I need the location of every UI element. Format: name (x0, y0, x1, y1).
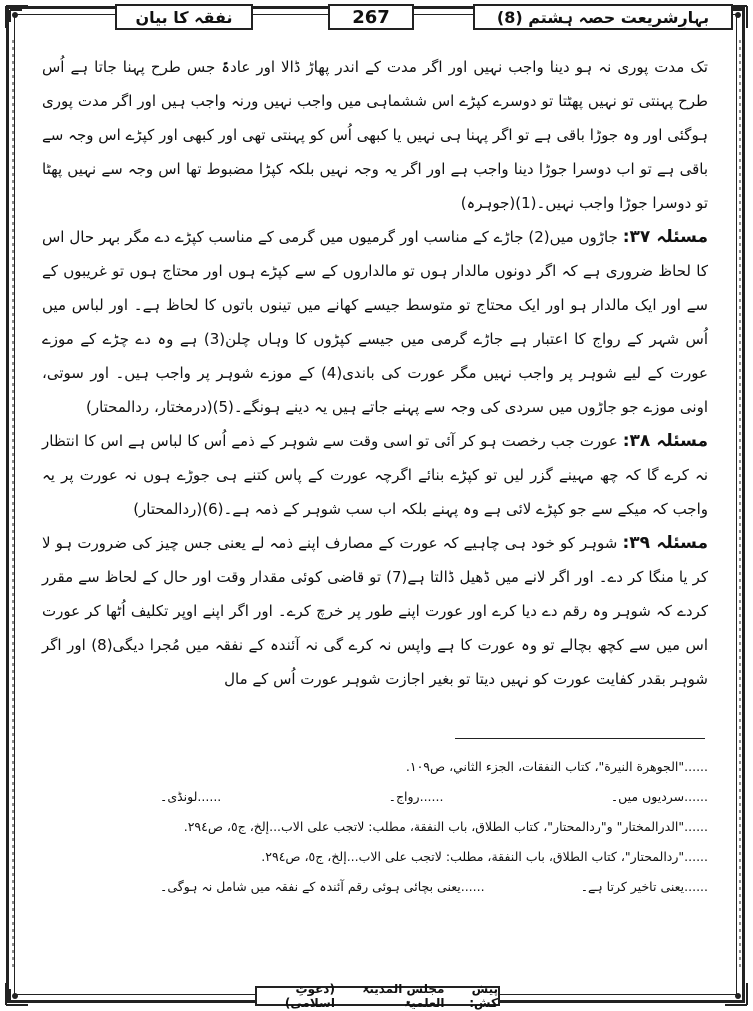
page-number: 267 (328, 4, 414, 30)
footnote: ......یعنی بچائی ہوئی رقم آئندہ کے نفقہ میں شامل نہ ہوگی۔ (160, 879, 485, 894)
paragraph-text: جاڑوں میں(2) جاڑے کے مناسب اور گرمیوں میں گرمی کے مناسب کپڑے دے مگر بہر حال اس کا لحاظ ضروری ہے کہ اگر دونوں مالدار ہوں تو مالداروں کے سے کپڑے ہوں اور محتاج ہوں تو غریبوں کے سے اور ایک مالدار ہو اور ایک محتاج تو متوسط جیسے کھانے میں تینوں باتوں کا لحاظ ہے۔ اور لباس میں اُس شہر کے رواج کا اعتبار ہے جاڑے گرمی میں جیسے کپڑوں کا وہاں چلن(3) ہے وہ دے چڑے کے موزے عورت کے لیے شوہر پر واجب نہیں مگر عورت کی باندی(4) کے موزے شوہر پر واجب ہیں۔ اور سوتی، اونی موزے جو جاڑوں میں سردی کی وجہ سے پہنے جاتے ہیں یہ دینے ہونگے۔(5)(درمختار، ردالمحتار) (42, 228, 708, 416)
footnote: ......سردیوں میں۔ (610, 789, 708, 804)
footnotes (160, 752, 708, 902)
main-text (42, 50, 708, 696)
right-border-ornament-icon (735, 40, 745, 970)
masala-heading: مسئلہ ۳۹: (622, 533, 708, 553)
book-part-label: بہارِشریعت حصہ ہشتم (8) (473, 4, 733, 30)
page-header (20, 4, 733, 32)
footer-label: پیش کش: (469, 982, 498, 1010)
footnote-row (160, 782, 708, 812)
masala-heading: مسئلہ ۳۸: (622, 431, 708, 451)
paragraph (42, 50, 708, 220)
footnote: ......لونڈی۔ (160, 789, 222, 804)
paragraph-text: شوہر کو خود ہی چاہیے کہ عورت کے مصارف اپنے ذمہ لے یعنی جس چیز کی ضرورت ہو لا کر یا منگا کر دے۔ اور اگر لانے میں ڈھیل ڈالتا ہے(7) تو قاضی کوئی مقدار وقت اور حال کے لحاظ سے مقرر کردے کہ شوہر وہ رقم دے دیا کرے اور عورت اپنے طور پر خرچ کرے۔ اور اگر اپنے اوپر تکلیف اُٹھا کر عورت اس میں سے کچھ بچالے تو وہ عورت کا ہے واپس نہ کرے گی نہ آئندہ کے نفقہ میں مُجرا دیگی(8) اور اگر شوہر بقدر کفایت عورت کو نہیں دیتا تو بغیر اجازت شوہر عورت اُس کے مال (42, 534, 708, 688)
publisher-name: مجلس المدینۃ العلمیۃ (362, 982, 445, 1010)
footnote: ......رواج۔ (388, 789, 444, 804)
masala-heading: مسئلہ ۳۷: (622, 227, 708, 247)
masala-39 (42, 526, 708, 696)
footnote: ......"ردالمحتار"، كتاب الطلاق، باب النفقة، مطلب: لاتجب على الاب...إلخ، ج٥، ص٢٩٤. (261, 849, 708, 864)
paragraph-text: عورت جب رخصت ہو کر آئی تو اسی وقت سے شوہر کے ذمے اُس کا لباس ہے اس کا انتظار نہ کرے گا کہ چھ مہینے گزر لیں تو کپڑے بنائے اگرچہ عورت کے پاس کتنے ہی جوڑے ہوں نہ عورت پر یہ واجب کہ میکے سے جو کپڑے لائی ہے وہ پہنے بلکہ اب سب شوہر کے ذمہ ہے۔(6)(ردالمحتار) (42, 432, 708, 518)
footnote: ......"الدرالمختار" و"ردالمحتار"، كتاب الطلاق، باب النفقة، مطلب: لاتجب على الاب...إلخ، ج٥، ص٢٩٤. (183, 819, 708, 834)
footnote: ......"الجوهرة النيرة"، كتاب النفقات، الجزء الثاني، ص١٠٩. (405, 759, 708, 774)
paragraph-text: تک مدت پوری نہ ہو دینا واجب نہیں اور اگر مدت کے اندر پھاڑ ڈالا اور عادۃً جس طرح پہنا جاتا ہے اُس طرح پہنتی تو نہیں پھٹتا تو دوسرے کپڑے اس ششماہی میں واجب نہیں ورنہ واجب ہیں اور اگر مدت پوری ہوگئی اور وہ جوڑا باقی ہے تو اگر پہنا ہی نہیں یا کبھی اُس کو پہنتی تھی اور کبھی اور کپڑے اس وجہ سے باقی ہے تو اب دوسرا جوڑا دینا واجب ہے اور اگر یہ وجہ نہیں بلکہ کپڑا مضبوط تھا اس وجہ سے نہیں پھٹا تو دوسرا جوڑا واجب نہیں۔(1)(جوہرہ) (42, 58, 708, 212)
masala-38 (42, 424, 708, 526)
masala-37 (42, 220, 708, 424)
publisher-box (255, 982, 500, 1010)
chapter-title: نفقہ کا بیان (115, 4, 253, 30)
footnote-row (160, 872, 708, 902)
organization-name: (دعوتِ اسلامی) (284, 982, 335, 1010)
page-footer (0, 982, 753, 1010)
footnote: ......یعنی تاخیر کرتا ہے۔ (580, 879, 708, 894)
left-border-ornament-icon (8, 40, 18, 970)
footnote-divider (455, 738, 705, 739)
